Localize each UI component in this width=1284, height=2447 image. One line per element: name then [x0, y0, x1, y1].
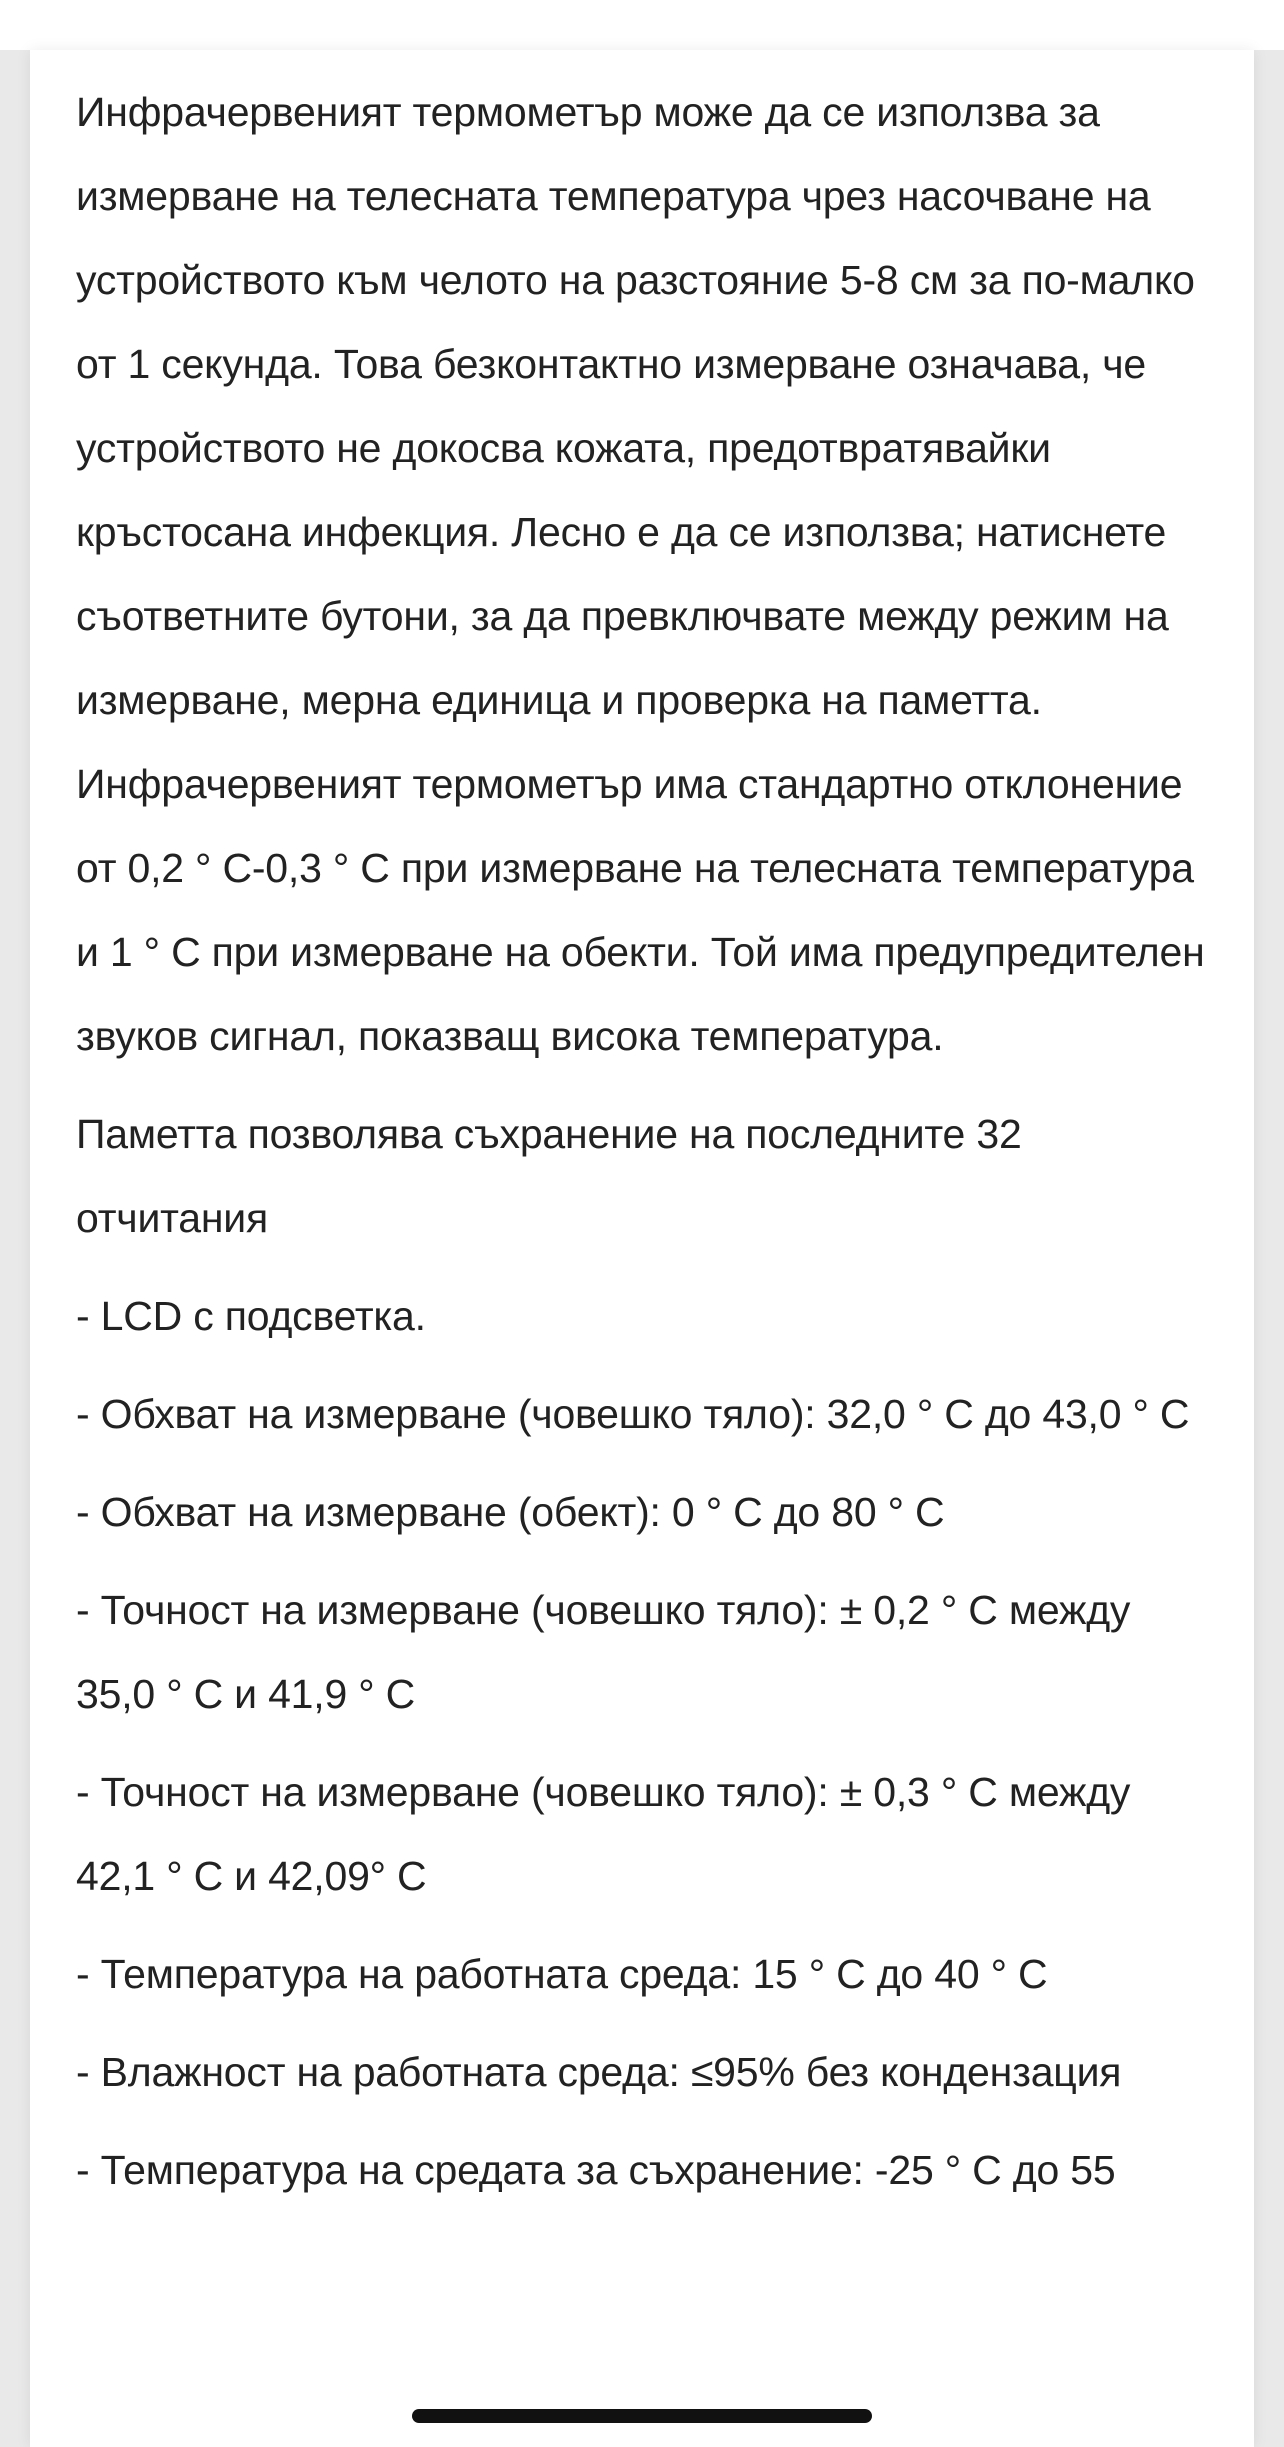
- spec-accuracy-1: - Точност на измерване (човешко тяло): ± 0,2 ° C между 35,0 ° C и 41,9 ° C: [76, 1587, 1131, 1717]
- memory-paragraph: Паметта позволява съхранение на последните 32 отчитания: [76, 1111, 1022, 1241]
- spec-range-object: - Обхват на измерване (обект): 0 ° C до 80 ° C: [76, 1489, 945, 1535]
- spec-range-body: - Обхват на измерване (човешко тяло): 32,0 ° C до 43,0 ° C: [76, 1391, 1190, 1437]
- spec-operating-temperature: - Температура на работната среда: 15 ° C до 40 ° C: [76, 1951, 1048, 1997]
- spec-backlight: - LCD с подсветка.: [76, 1293, 426, 1339]
- article-body: [30, 50, 1254, 2212]
- spec-storage-temperature: - Температура на средата за съхранение: -25 ° C до 55: [76, 2147, 1116, 2193]
- article-card: [30, 50, 1254, 2447]
- spec-operating-humidity: - Влажност на работната среда: ≤95% без кондензация: [76, 2049, 1122, 2095]
- spec-accuracy-2: - Точност на измерване (човешко тяло): ± 0,3 ° C между 42,1 ° C и 42,09° C: [76, 1769, 1131, 1899]
- top-bar: [0, 0, 1284, 50]
- description-paragraph: Инфрачервеният термометър може да се използва за измерване на телесната температура чрез насочване на устройството към челото на разстояние 5-8 см за по-малко от 1 секунда. Това безконтактно измерване означава, че устройството не докосва кожата, предотвратявайки кръстосана инфекция. Лесно е да се използва; натиснете съответните бутони, за да превключвате между режим на измерване, мерна единица и проверка на паметта. Инфрачервеният термометър има стандартно отклонение от 0,2 ° C-0,3 ° C при измерване на телесната температура и 1 ° C при измерване на обекти. Той има предупредителен звуков сигнал, показващ висока температура.: [76, 89, 1205, 1059]
- home-indicator[interactable]: [412, 2409, 872, 2423]
